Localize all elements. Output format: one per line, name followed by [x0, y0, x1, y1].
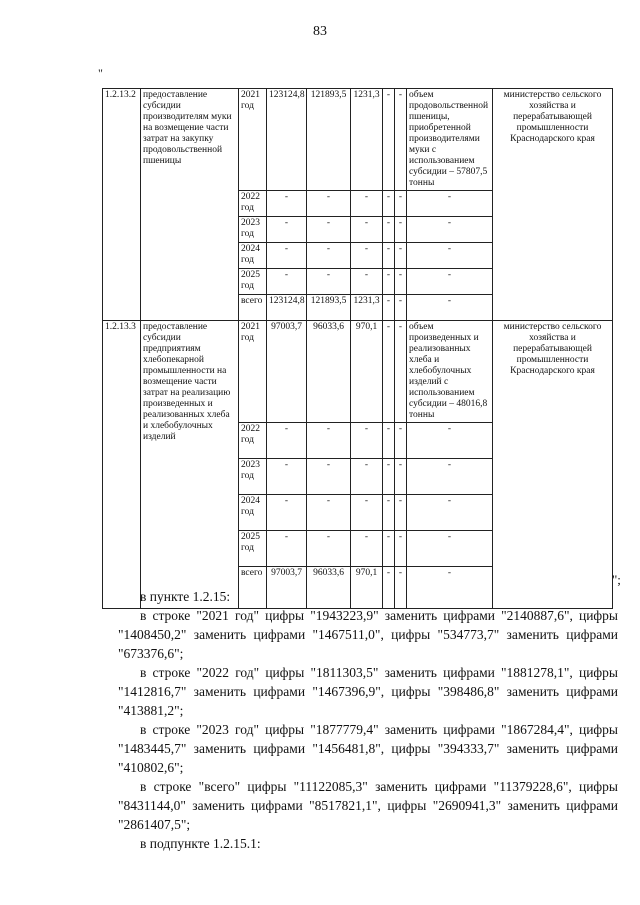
year-cell: 2021 год [239, 89, 267, 191]
result-dash-cell: - [407, 495, 493, 531]
regional-budget-cell: - [307, 531, 351, 567]
year-cell: 2025 год [239, 531, 267, 567]
year-cell: всего [239, 295, 267, 321]
open-quote-mark: " [98, 66, 103, 80]
regional-budget-cell: - [307, 423, 351, 459]
program-table [102, 88, 613, 609]
year-cell: 2023 год [239, 217, 267, 243]
other-source-cell: - [395, 191, 407, 217]
regional-budget-cell: - [307, 269, 351, 295]
total-cell: - [267, 269, 307, 295]
local-budget-cell: - [351, 531, 383, 567]
other-source-cell: - [395, 295, 407, 321]
other-source-cell: - [395, 459, 407, 495]
extra-budget-cell: - [383, 321, 395, 423]
year-cell: всего [239, 567, 267, 609]
total-cell: 123124,8 [267, 89, 307, 191]
local-budget-cell: - [351, 191, 383, 217]
regional-budget-cell: 121893,5 [307, 295, 351, 321]
paragraph-2023: в строке "2023 год" цифры "1877779,4" заменить цифрами "1867284,4", цифры "1483445,7" заменить цифрами "1456481,8", цифры "394333,7" заменить цифрами "410802,6"; [118, 722, 618, 775]
local-budget-cell: - [351, 423, 383, 459]
paragraph-subpoint: в подпункте 1.2.15.1: [140, 836, 261, 851]
item-code: 1.2.13.2 [103, 89, 141, 321]
total-cell: 123124,8 [267, 295, 307, 321]
year-cell: 2021 год [239, 321, 267, 423]
extra-budget-cell: - [383, 459, 395, 495]
other-source-cell: - [395, 243, 407, 269]
result-dash-cell: - [407, 567, 493, 609]
result-dash-cell: - [407, 423, 493, 459]
extra-budget-cell: - [383, 269, 395, 295]
regional-budget-cell: - [307, 191, 351, 217]
regional-budget-cell: 96033,6 [307, 567, 351, 609]
extra-budget-cell: - [383, 423, 395, 459]
total-cell: - [267, 495, 307, 531]
other-source-cell: - [395, 89, 407, 191]
other-source-cell: - [395, 531, 407, 567]
total-cell: - [267, 459, 307, 495]
item-name: предоставление субсидии производителям муки на возмещение части затрат на закупку продовольственной пшеницы [141, 89, 239, 321]
result-dash-cell: - [407, 191, 493, 217]
local-budget-cell: 970,1 [351, 567, 383, 609]
paragraph-2021: в строке "2021 год" цифры "1943223,9" заменить цифрами "2140887,6", цифры "1408450,2" заменить цифрами "1467511,0", цифры "534773,7" заменить цифрами "673376,6"; [118, 608, 618, 661]
local-budget-cell: - [351, 459, 383, 495]
local-budget-cell: - [351, 217, 383, 243]
extra-budget-cell: - [383, 531, 395, 567]
extra-budget-cell: - [383, 243, 395, 269]
extra-budget-cell: - [383, 191, 395, 217]
close-quote-mark: "; [612, 572, 621, 587]
result-dash-cell: - [407, 295, 493, 321]
result-dash-cell: - [407, 459, 493, 495]
total-cell: - [267, 423, 307, 459]
extra-budget-cell: - [383, 89, 395, 191]
regional-budget-cell: - [307, 217, 351, 243]
year-cell: 2024 год [239, 243, 267, 269]
table-row [103, 89, 613, 191]
result-dash-cell: - [407, 531, 493, 567]
total-cell: - [267, 531, 307, 567]
other-source-cell: - [395, 217, 407, 243]
item-name: предоставление субсидии предприятиям хлебопекарной промышленности на возмещение части затрат на реализацию произведенных и реализованных хлеба и хлебобулочных изделий [141, 321, 239, 609]
year-cell: 2025 год [239, 269, 267, 295]
total-cell: - [267, 243, 307, 269]
year-cell: 2022 год [239, 423, 267, 459]
regional-budget-cell: - [307, 459, 351, 495]
responsible-cell: министерство сельского хозяйства и перерабатывающей промышленности Краснодарского края [493, 89, 613, 321]
local-budget-cell: - [351, 243, 383, 269]
other-source-cell: - [395, 321, 407, 423]
page-number: 83 [313, 24, 327, 39]
total-cell: 97003,7 [267, 567, 307, 609]
regional-budget-cell: 121893,5 [307, 89, 351, 191]
regional-budget-cell: - [307, 495, 351, 531]
other-source-cell: - [395, 567, 407, 609]
total-cell: - [267, 191, 307, 217]
result-dash-cell: - [407, 217, 493, 243]
local-budget-cell: 1231,3 [351, 89, 383, 191]
extra-budget-cell: - [383, 217, 395, 243]
regional-budget-cell: - [307, 243, 351, 269]
result-cell: объем продовольственной пшеницы, приобретенной производителями муки с использованием субсидии – 57807,5 тонны [407, 89, 493, 191]
local-budget-cell: 970,1 [351, 321, 383, 423]
year-cell: 2024 год [239, 495, 267, 531]
table-row [103, 321, 613, 423]
extra-budget-cell: - [383, 295, 395, 321]
regional-budget-cell: 96033,6 [307, 321, 351, 423]
local-budget-cell: 1231,3 [351, 295, 383, 321]
other-source-cell: - [395, 269, 407, 295]
result-dash-cell: - [407, 243, 493, 269]
local-budget-cell: - [351, 495, 383, 531]
other-source-cell: - [395, 495, 407, 531]
year-cell: 2022 год [239, 191, 267, 217]
item-code: 1.2.13.3 [103, 321, 141, 609]
responsible-cell: министерство сельского хозяйства и перерабатывающей промышленности Краснодарского края [493, 321, 613, 609]
result-cell: объем произведенных и реализованных хлеба и хлебобулочных изделий с использованием субсидии – 48016,8 тонны [407, 321, 493, 423]
extra-budget-cell: - [383, 567, 395, 609]
total-cell: - [267, 217, 307, 243]
result-dash-cell: - [407, 269, 493, 295]
paragraph-total: в строке "всего" цифры "11122085,3" заменить цифрами "11379228,6", цифры "8431144,0" заменить цифрами "8517821,1", цифры "2690941,3" заменить цифрами "2861407,5"; [118, 779, 618, 832]
year-cell: 2023 год [239, 459, 267, 495]
paragraph-point: в пункте 1.2.15: [140, 589, 231, 604]
total-cell: 97003,7 [267, 321, 307, 423]
extra-budget-cell: - [383, 495, 395, 531]
other-source-cell: - [395, 423, 407, 459]
amendment-text [118, 587, 618, 853]
local-budget-cell: - [351, 269, 383, 295]
paragraph-2022: в строке "2022 год" цифры "1811303,5" заменить цифрами "1881278,1", цифры "1412816,7" заменить цифрами "1467396,9", цифры "398486,8" заменить цифрами "413881,2"; [118, 665, 618, 718]
